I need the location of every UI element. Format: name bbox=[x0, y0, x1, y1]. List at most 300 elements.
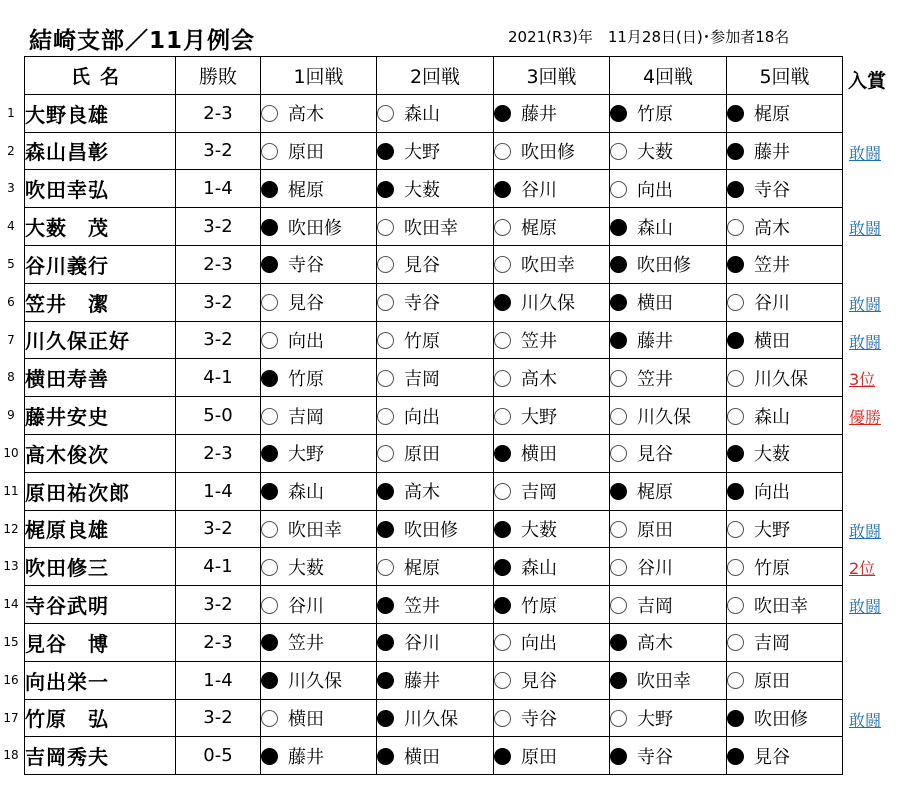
player-name: 川久保正好 bbox=[25, 321, 176, 359]
round-result-3 bbox=[494, 208, 610, 246]
award-link[interactable]: 敢闘 bbox=[849, 521, 882, 541]
win-circle-icon bbox=[494, 143, 511, 160]
round-result-1 bbox=[261, 208, 377, 246]
round-result-2 bbox=[377, 661, 494, 699]
player-name: 吹田修三 bbox=[25, 548, 176, 586]
round-result-3 bbox=[494, 397, 610, 435]
round-result-4 bbox=[610, 699, 727, 737]
win-circle-icon bbox=[727, 408, 744, 425]
player-name: 横田寿善 bbox=[25, 359, 176, 397]
win-circle-icon bbox=[261, 294, 278, 311]
round-result-4 bbox=[610, 208, 727, 246]
opponent-name: 梶原 bbox=[521, 217, 557, 239]
opponent-name: 高木 bbox=[754, 217, 790, 239]
player-record: 2-3 bbox=[176, 94, 261, 132]
round-result-4 bbox=[610, 586, 727, 624]
player-name: 笠井 潔 bbox=[25, 283, 176, 321]
round-result-2 bbox=[377, 321, 494, 359]
opponent-name: 吉岡 bbox=[754, 633, 790, 655]
header-round-2: 2回戦 bbox=[377, 57, 494, 95]
loss-circle-icon bbox=[610, 634, 627, 651]
row-number: 5 bbox=[7, 257, 15, 271]
round-result-2 bbox=[377, 737, 494, 775]
loss-circle-icon bbox=[377, 710, 394, 727]
opponent-name: 見谷 bbox=[521, 671, 557, 693]
win-circle-icon bbox=[261, 332, 278, 349]
player-record: 3-2 bbox=[176, 321, 261, 359]
round-result-5 bbox=[727, 132, 843, 170]
loss-circle-icon bbox=[494, 559, 511, 576]
loss-circle-icon bbox=[377, 521, 394, 538]
win-circle-icon bbox=[377, 219, 394, 236]
opponent-name: 谷川 bbox=[288, 595, 324, 617]
opponent-name: 大薮 bbox=[288, 557, 324, 579]
opponent-name: 寺谷 bbox=[404, 293, 440, 315]
loss-circle-icon bbox=[377, 748, 394, 765]
player-record: 2-3 bbox=[176, 434, 261, 472]
loss-circle-icon bbox=[261, 748, 278, 765]
round-result-1 bbox=[261, 245, 377, 283]
round-result-4 bbox=[610, 170, 727, 208]
row-number: 16 bbox=[3, 672, 19, 687]
row-number: 10 bbox=[3, 446, 19, 460]
round-result-3 bbox=[494, 661, 610, 699]
loss-circle-icon bbox=[610, 105, 627, 122]
round-result-3 bbox=[494, 245, 610, 283]
round-result-5 bbox=[727, 321, 843, 359]
win-circle-icon bbox=[261, 559, 278, 576]
player-name: 向出栄一 bbox=[25, 661, 176, 699]
loss-circle-icon bbox=[377, 181, 394, 198]
header-name: 氏名 bbox=[25, 57, 176, 95]
round-result-3 bbox=[494, 359, 610, 397]
win-circle-icon bbox=[727, 559, 744, 576]
loss-circle-icon bbox=[261, 181, 278, 198]
loss-circle-icon bbox=[261, 370, 278, 387]
player-record: 3-2 bbox=[176, 132, 261, 170]
opponent-name: 梶原 bbox=[288, 179, 324, 201]
loss-circle-icon bbox=[610, 672, 627, 689]
loss-circle-icon bbox=[610, 748, 627, 765]
round-result-3 bbox=[494, 548, 610, 586]
opponent-name: 高木 bbox=[521, 368, 557, 390]
header-round-3: 3回戦 bbox=[494, 57, 610, 95]
win-circle-icon bbox=[377, 294, 394, 311]
player-record: 4-1 bbox=[176, 548, 261, 586]
round-result-2 bbox=[377, 510, 494, 548]
award-link[interactable]: 敢闘 bbox=[849, 294, 882, 314]
round-result-2 bbox=[377, 397, 494, 435]
player-record: 3-2 bbox=[176, 586, 261, 624]
round-result-3 bbox=[494, 472, 610, 510]
player-record: 2-3 bbox=[176, 623, 261, 661]
row-number: 13 bbox=[3, 559, 19, 574]
round-result-5 bbox=[727, 623, 843, 661]
round-result-4 bbox=[610, 623, 727, 661]
award-link[interactable]: 敢闘 bbox=[849, 332, 882, 352]
row-number: 3 bbox=[7, 181, 15, 196]
round-result-2 bbox=[377, 245, 494, 283]
win-circle-icon bbox=[727, 521, 744, 538]
opponent-name: 大野 bbox=[637, 708, 673, 730]
opponent-name: 原田 bbox=[288, 141, 324, 163]
opponent-name: 寺谷 bbox=[637, 746, 673, 768]
opponent-name: 向出 bbox=[521, 633, 557, 655]
opponent-name: 原田 bbox=[521, 746, 557, 768]
win-circle-icon bbox=[494, 256, 511, 273]
round-result-5 bbox=[727, 208, 843, 246]
row-number: 18 bbox=[3, 748, 19, 763]
round-result-1 bbox=[261, 510, 377, 548]
round-result-4 bbox=[610, 132, 727, 170]
round-result-1 bbox=[261, 283, 377, 321]
table-row bbox=[25, 321, 843, 359]
opponent-name: 寺谷 bbox=[521, 708, 557, 730]
opponent-name: 谷川 bbox=[404, 633, 440, 655]
opponent-name: 森山 bbox=[404, 104, 440, 126]
opponent-name: 森山 bbox=[754, 406, 790, 428]
round-result-3 bbox=[494, 434, 610, 472]
round-result-1 bbox=[261, 661, 377, 699]
header-round-5: 5回戦 bbox=[727, 57, 843, 95]
win-circle-icon bbox=[727, 294, 744, 311]
loss-circle-icon bbox=[610, 219, 627, 236]
opponent-name: 大薮 bbox=[637, 141, 673, 163]
round-result-5 bbox=[727, 434, 843, 472]
opponent-name: 見谷 bbox=[637, 444, 673, 466]
win-circle-icon bbox=[261, 710, 278, 727]
header-round-4: 4回戦 bbox=[610, 57, 727, 95]
win-circle-icon bbox=[261, 597, 278, 614]
opponent-name: 横田 bbox=[637, 293, 673, 315]
opponent-name: 笠井 bbox=[637, 368, 673, 390]
player-name: 大野良雄 bbox=[25, 94, 176, 132]
opponent-name: 吹田幸 bbox=[637, 671, 691, 693]
round-result-4 bbox=[610, 245, 727, 283]
win-circle-icon bbox=[610, 370, 627, 387]
opponent-name: 川久保 bbox=[637, 406, 691, 428]
round-result-1 bbox=[261, 623, 377, 661]
table-row bbox=[25, 434, 843, 472]
round-result-3 bbox=[494, 170, 610, 208]
win-circle-icon bbox=[727, 370, 744, 387]
player-record: 0-5 bbox=[176, 737, 261, 775]
player-record: 3-2 bbox=[176, 283, 261, 321]
player-record: 5-0 bbox=[176, 397, 261, 435]
round-result-2 bbox=[377, 699, 494, 737]
loss-circle-icon bbox=[727, 105, 744, 122]
loss-circle-icon bbox=[610, 294, 627, 311]
loss-circle-icon bbox=[727, 256, 744, 273]
loss-circle-icon bbox=[494, 597, 511, 614]
round-result-4 bbox=[610, 321, 727, 359]
table-row bbox=[25, 359, 843, 397]
opponent-name: 吹田修 bbox=[404, 519, 458, 541]
round-result-4 bbox=[610, 661, 727, 699]
opponent-name: 川久保 bbox=[521, 293, 575, 315]
opponent-name: 寺谷 bbox=[288, 255, 324, 277]
opponent-name: 高木 bbox=[404, 482, 440, 504]
header-award: 入賞 bbox=[848, 70, 887, 92]
loss-circle-icon bbox=[377, 597, 394, 614]
opponent-name: 吹田修 bbox=[288, 217, 342, 239]
round-result-1 bbox=[261, 170, 377, 208]
round-result-3 bbox=[494, 623, 610, 661]
award-link[interactable]: 優勝 bbox=[849, 408, 882, 428]
loss-circle-icon bbox=[610, 332, 627, 349]
round-result-1 bbox=[261, 397, 377, 435]
round-result-2 bbox=[377, 359, 494, 397]
round-result-1 bbox=[261, 94, 377, 132]
loss-circle-icon bbox=[261, 219, 278, 236]
round-result-4 bbox=[610, 434, 727, 472]
opponent-name: 高木 bbox=[288, 104, 324, 126]
win-circle-icon bbox=[494, 483, 511, 500]
event-meta: 2021(R3)年 11月28日(日)･参加者18名 bbox=[508, 28, 790, 46]
row-number: 14 bbox=[3, 597, 19, 612]
opponent-name: 原田 bbox=[754, 671, 790, 693]
win-circle-icon bbox=[494, 672, 511, 689]
round-result-1 bbox=[261, 586, 377, 624]
row-number: 11 bbox=[3, 483, 19, 498]
opponent-name: 川久保 bbox=[404, 708, 458, 730]
award-link[interactable]: 敢闘 bbox=[849, 143, 882, 163]
opponent-name: 見谷 bbox=[288, 293, 324, 315]
loss-circle-icon bbox=[727, 143, 744, 160]
round-result-5 bbox=[727, 283, 843, 321]
opponent-name: 吹田幸 bbox=[754, 595, 808, 617]
row-number: 17 bbox=[3, 710, 19, 725]
player-record: 1-4 bbox=[176, 661, 261, 699]
win-circle-icon bbox=[727, 597, 744, 614]
opponent-name: 見谷 bbox=[404, 255, 440, 277]
opponent-name: 藤井 bbox=[754, 141, 790, 163]
win-circle-icon bbox=[727, 219, 744, 236]
round-result-1 bbox=[261, 132, 377, 170]
opponent-name: 向出 bbox=[288, 330, 324, 352]
player-name: 見谷 博 bbox=[25, 623, 176, 661]
row-number: 1 bbox=[7, 105, 15, 120]
win-circle-icon bbox=[494, 408, 511, 425]
loss-circle-icon bbox=[494, 445, 511, 462]
award-link[interactable]: 敢闘 bbox=[849, 219, 882, 239]
table-row bbox=[25, 472, 843, 510]
loss-circle-icon bbox=[494, 181, 511, 198]
player-record: 1-4 bbox=[176, 472, 261, 510]
win-circle-icon bbox=[261, 521, 278, 538]
win-circle-icon bbox=[610, 597, 627, 614]
opponent-name: 藤井 bbox=[521, 104, 557, 126]
header-record: 勝敗 bbox=[176, 57, 261, 95]
round-result-4 bbox=[610, 737, 727, 775]
loss-circle-icon bbox=[610, 483, 627, 500]
round-result-3 bbox=[494, 586, 610, 624]
opponent-name: 横田 bbox=[521, 444, 557, 466]
win-circle-icon bbox=[377, 105, 394, 122]
row-number: 8 bbox=[7, 370, 15, 385]
round-result-5 bbox=[727, 170, 843, 208]
opponent-name: 高木 bbox=[637, 633, 673, 655]
win-circle-icon bbox=[494, 370, 511, 387]
win-circle-icon bbox=[377, 256, 394, 273]
player-name: 大薮 茂 bbox=[25, 208, 176, 246]
round-result-4 bbox=[610, 472, 727, 510]
opponent-name: 見谷 bbox=[754, 746, 790, 768]
round-result-4 bbox=[610, 94, 727, 132]
round-result-2 bbox=[377, 623, 494, 661]
round-result-5 bbox=[727, 737, 843, 775]
opponent-name: 谷川 bbox=[521, 179, 557, 201]
opponent-name: 竹原 bbox=[404, 330, 440, 352]
round-result-3 bbox=[494, 283, 610, 321]
opponent-name: 梶原 bbox=[754, 104, 790, 126]
table-row bbox=[25, 699, 843, 737]
win-circle-icon bbox=[494, 710, 511, 727]
opponent-name: 横田 bbox=[288, 708, 324, 730]
round-result-1 bbox=[261, 699, 377, 737]
page-title: 結崎支部／11月例会 bbox=[29, 28, 256, 54]
player-name: 吉岡秀夫 bbox=[25, 737, 176, 775]
loss-circle-icon bbox=[377, 483, 394, 500]
opponent-name: 竹原 bbox=[288, 368, 324, 390]
round-result-5 bbox=[727, 359, 843, 397]
player-name: 寺谷武明 bbox=[25, 586, 176, 624]
round-result-5 bbox=[727, 661, 843, 699]
loss-circle-icon bbox=[610, 256, 627, 273]
round-result-1 bbox=[261, 737, 377, 775]
table-row bbox=[25, 510, 843, 548]
opponent-name: 吹田修 bbox=[521, 141, 575, 163]
player-name: 藤井安史 bbox=[25, 397, 176, 435]
win-circle-icon bbox=[610, 408, 627, 425]
win-circle-icon bbox=[377, 559, 394, 576]
round-result-5 bbox=[727, 586, 843, 624]
win-circle-icon bbox=[610, 445, 627, 462]
opponent-name: 笠井 bbox=[404, 595, 440, 617]
table-row bbox=[25, 132, 843, 170]
player-record: 3-2 bbox=[176, 699, 261, 737]
player-record: 1-4 bbox=[176, 170, 261, 208]
round-result-5 bbox=[727, 94, 843, 132]
opponent-name: 原田 bbox=[637, 519, 673, 541]
row-number: 6 bbox=[7, 294, 15, 309]
round-result-5 bbox=[727, 510, 843, 548]
loss-circle-icon bbox=[494, 294, 511, 311]
row-number: 7 bbox=[7, 332, 15, 347]
loss-circle-icon bbox=[261, 672, 278, 689]
opponent-name: 大野 bbox=[521, 406, 557, 428]
round-result-5 bbox=[727, 397, 843, 435]
opponent-name: 森山 bbox=[637, 217, 673, 239]
opponent-name: 藤井 bbox=[288, 746, 324, 768]
player-name: 高木俊次 bbox=[25, 434, 176, 472]
opponent-name: 寺谷 bbox=[754, 179, 790, 201]
opponent-name: 竹原 bbox=[521, 595, 557, 617]
round-result-2 bbox=[377, 94, 494, 132]
round-result-1 bbox=[261, 548, 377, 586]
win-circle-icon bbox=[377, 408, 394, 425]
win-circle-icon bbox=[610, 710, 627, 727]
opponent-name: 向出 bbox=[404, 406, 440, 428]
table-row bbox=[25, 397, 843, 435]
loss-circle-icon bbox=[727, 445, 744, 462]
opponent-name: 吉岡 bbox=[637, 595, 673, 617]
win-circle-icon bbox=[610, 559, 627, 576]
row-number: 15 bbox=[3, 635, 19, 649]
award-link[interactable]: 3位 bbox=[849, 370, 876, 390]
opponent-name: 原田 bbox=[404, 444, 440, 466]
opponent-name: 谷川 bbox=[637, 557, 673, 579]
award-link[interactable]: 敢闘 bbox=[849, 710, 882, 730]
round-result-3 bbox=[494, 94, 610, 132]
opponent-name: 吹田幸 bbox=[521, 255, 575, 277]
header-round-1: 1回戦 bbox=[261, 57, 377, 95]
opponent-name: 吹田幸 bbox=[288, 519, 342, 541]
award-link[interactable]: 2位 bbox=[849, 559, 876, 579]
win-circle-icon bbox=[727, 634, 744, 651]
award-link[interactable]: 敢闘 bbox=[849, 597, 882, 617]
opponent-name: 吹田幸 bbox=[404, 217, 458, 239]
opponent-name: 吉岡 bbox=[288, 406, 324, 428]
loss-circle-icon bbox=[494, 748, 511, 765]
round-result-2 bbox=[377, 170, 494, 208]
header-row bbox=[25, 57, 843, 95]
opponent-name: 藤井 bbox=[637, 330, 673, 352]
table-row bbox=[25, 586, 843, 624]
opponent-name: 竹原 bbox=[754, 557, 790, 579]
round-result-4 bbox=[610, 397, 727, 435]
player-name: 竹原 弘 bbox=[25, 699, 176, 737]
round-result-4 bbox=[610, 359, 727, 397]
opponent-name: 大薮 bbox=[521, 519, 557, 541]
opponent-name: 吉岡 bbox=[404, 368, 440, 390]
opponent-name: 横田 bbox=[754, 330, 790, 352]
opponent-name: 大野 bbox=[404, 141, 440, 163]
round-result-5 bbox=[727, 472, 843, 510]
round-result-3 bbox=[494, 699, 610, 737]
round-result-1 bbox=[261, 321, 377, 359]
round-result-2 bbox=[377, 434, 494, 472]
round-result-2 bbox=[377, 132, 494, 170]
round-result-2 bbox=[377, 548, 494, 586]
player-name: 梶原良雄 bbox=[25, 510, 176, 548]
opponent-name: 竹原 bbox=[637, 104, 673, 126]
round-result-4 bbox=[610, 283, 727, 321]
player-name: 吹田幸弘 bbox=[25, 170, 176, 208]
round-result-3 bbox=[494, 737, 610, 775]
loss-circle-icon bbox=[377, 672, 394, 689]
table-row bbox=[25, 94, 843, 132]
player-name: 谷川義行 bbox=[25, 245, 176, 283]
round-result-1 bbox=[261, 359, 377, 397]
win-circle-icon bbox=[377, 332, 394, 349]
player-record: 3-2 bbox=[176, 510, 261, 548]
table-row bbox=[25, 170, 843, 208]
opponent-name: 森山 bbox=[288, 482, 324, 504]
opponent-name: 向出 bbox=[637, 179, 673, 201]
opponent-name: 吉岡 bbox=[521, 482, 557, 504]
opponent-name: 横田 bbox=[404, 746, 440, 768]
loss-circle-icon bbox=[727, 483, 744, 500]
opponent-name: 大薮 bbox=[404, 179, 440, 201]
player-record: 4-1 bbox=[176, 359, 261, 397]
player-name: 原田祐次郎 bbox=[25, 472, 176, 510]
loss-circle-icon bbox=[494, 521, 511, 538]
table-row bbox=[25, 548, 843, 586]
round-result-1 bbox=[261, 434, 377, 472]
round-result-5 bbox=[727, 699, 843, 737]
loss-circle-icon bbox=[727, 181, 744, 198]
